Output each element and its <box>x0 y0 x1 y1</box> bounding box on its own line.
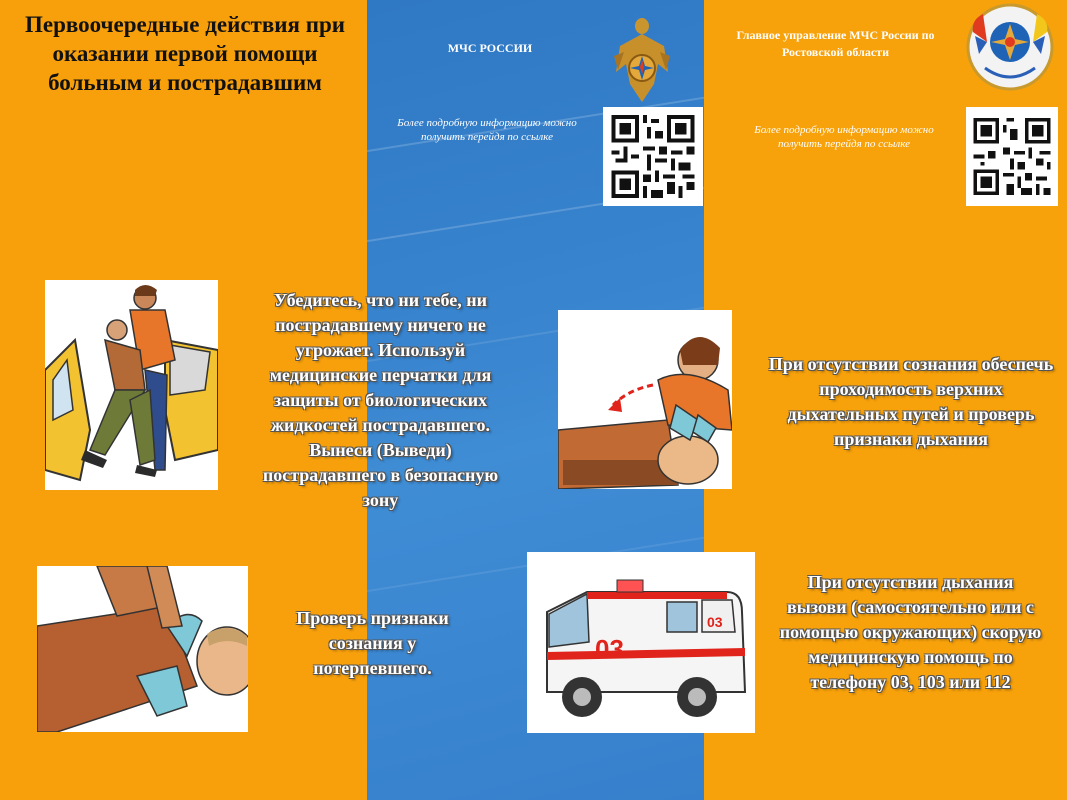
step-airway-text: При отсутствии сознания обеспечь проходимость верхних дыхательных путей и проверь признаки дыхания <box>768 354 1054 449</box>
rescue-from-car-illustration <box>45 280 218 490</box>
regional-directorate-label: Главное управление МЧС России по Ростовской области <box>736 28 935 59</box>
ambulance-side-number-label: 03 <box>707 614 723 630</box>
mchs-emblem-icon <box>612 12 672 104</box>
leaflet-title: Первоочередные действия при оказании первой помощи больным и пострадавшим <box>24 12 345 95</box>
regional-more-info-text: Более подробную информацию можно получить перейдя по ссылке <box>754 124 934 150</box>
regional-qr-code[interactable] <box>966 107 1058 206</box>
ambulance-number-label: 03 <box>595 634 624 664</box>
airway-check-illustration <box>558 310 732 489</box>
step-ambulance-text: При отсутствии дыхания вызови (самостоятельно или с помощью окружающих) скорую медицинскую помощь по телефону 03, 103 или 112 <box>779 572 1042 692</box>
step-consciousness-text: Проверь признаки сознания у потерпевшего. <box>296 608 449 678</box>
mchs-russia-label: МЧС РОССИИ <box>447 41 533 55</box>
mchs-more-info-text: Более подробную информацию можно получить перейдя по ссылке <box>397 117 577 143</box>
ambulance-illustration <box>527 552 755 733</box>
check-consciousness-illustration <box>37 566 248 732</box>
step-safety-text: Убедитесь, что ни тебе, ни пострадавшему ничего не угрожает. Используй медицинские перчатки для защиты от биологических жидкостей пострадавшего. Вынеси (Выведи) пострадавшего в безопасную зону <box>262 290 499 510</box>
regional-emblem-icon <box>965 2 1055 92</box>
mchs-qr-code[interactable] <box>603 107 703 206</box>
